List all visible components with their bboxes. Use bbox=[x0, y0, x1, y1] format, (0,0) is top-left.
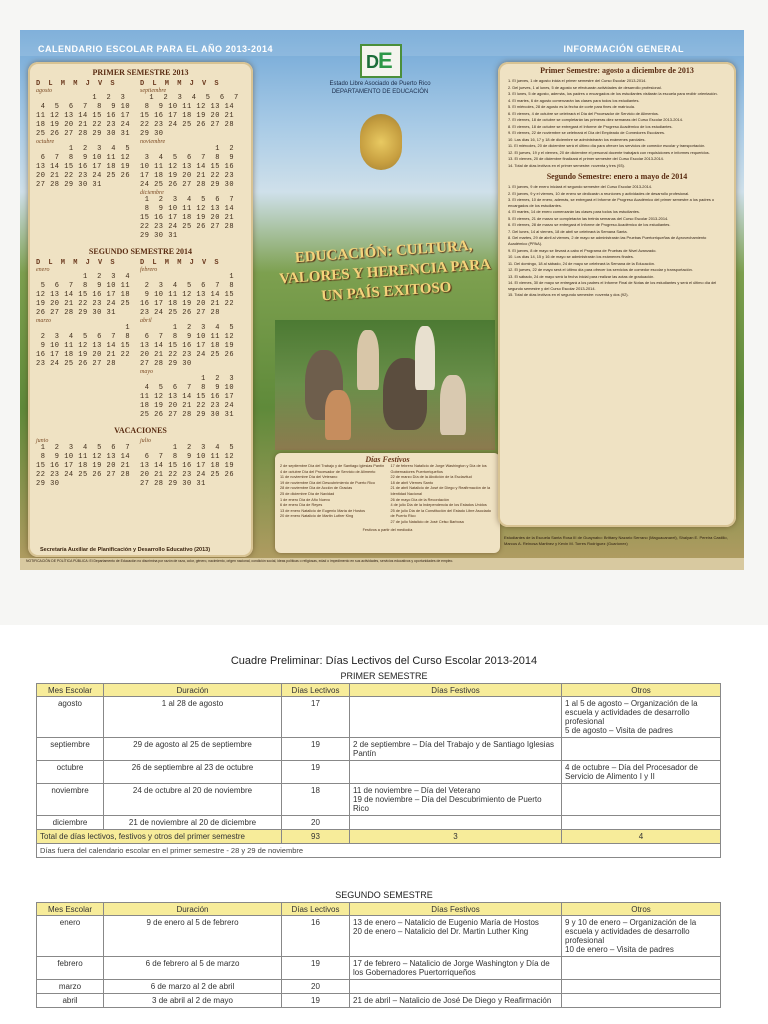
table-row bbox=[37, 980, 721, 994]
info-item: 11. Del domingo, 18 al sábado, 24 de mayo se celebrará la Semana de la Educación. bbox=[508, 260, 656, 266]
holidays-cell bbox=[350, 816, 562, 830]
info-item: 6. El viernes, 4 de octubre se celebrará el Día del Procesador de Servicio de Alimentos. bbox=[508, 110, 659, 116]
total-school-days: 93 bbox=[282, 830, 350, 844]
calendar-week-row: 1 2 3 4 bbox=[36, 273, 131, 281]
other-cell bbox=[562, 994, 721, 1008]
month-label: marzo bbox=[36, 318, 52, 324]
semester-note: Días fuera del calendario escolar en el primer semestre - 28 y 29 de noviembre bbox=[37, 844, 721, 858]
calendar-week-row: 22 23 24 25 26 27 28 bbox=[140, 223, 235, 231]
duration-cell: 21 de noviembre al 20 de diciembre bbox=[104, 816, 282, 830]
total-holidays: 3 bbox=[350, 830, 562, 844]
holiday-item: 4 de julio Día de la Independencia de los Estados Unidos bbox=[390, 503, 487, 508]
second-semester-title: SEGUNDO SEMESTRE 2014 bbox=[88, 247, 193, 256]
info-item: 5. El viernes, 21 de marzo se completarán las treinta semanas del Curso Escolar 2013-2014. bbox=[508, 215, 669, 221]
first-semester-title: PRIMER SEMESTRE 2013 bbox=[92, 68, 189, 77]
calendar-week-row: 9 10 11 12 13 14 15 bbox=[36, 342, 131, 350]
holiday-item: 22 de marzo Día de la Abolición de la Esclavitud bbox=[390, 475, 472, 480]
mini-calendar-left bbox=[36, 259, 132, 420]
month-label: abril bbox=[140, 318, 152, 324]
table-header-row bbox=[37, 684, 721, 697]
holiday-item: 25 de diciembre Día de Navidad bbox=[280, 491, 335, 496]
calendar-week-row: 27 28 29 30 31 bbox=[140, 480, 206, 488]
mini-calendar-right bbox=[140, 259, 236, 420]
calendar-week-row: 15 16 17 18 19 20 21 bbox=[140, 112, 235, 120]
duration-cell: 3 de abril al 2 de mayo bbox=[104, 994, 282, 1008]
info-item: 8. El viernes, 18 de octubre se entregará el Informe de Progreso Académico de los estudiantes. bbox=[508, 123, 673, 129]
school-days-cell: 19 bbox=[282, 994, 350, 1008]
calendar-week-row: 18 19 20 21 22 23 24 bbox=[36, 121, 131, 129]
mini-calendar-left bbox=[36, 438, 132, 489]
weekday-header: D L M M J V S bbox=[140, 259, 221, 267]
holidays-cell: 11 de noviembre – Día del Veterano 19 de noviembre – Día del Descubrimiento de Puerto Rico bbox=[350, 784, 562, 816]
holidays-cell: 17 de febrero – Natalicio de Jorge Washington y Día de los Gobernadores Puertorriqueños bbox=[350, 957, 562, 980]
duration-cell: 29 de agosto al 25 de septiembre bbox=[104, 738, 282, 761]
duration-cell: 6 de febrero al 5 de marzo bbox=[104, 957, 282, 980]
month-cell: noviembre bbox=[37, 784, 104, 816]
calendar-week-row: 27 28 29 30 31 bbox=[36, 181, 102, 189]
calendar-week-row: 16 17 18 19 20 21 22 bbox=[140, 300, 235, 308]
calendar-week-row: 29 30 31 bbox=[140, 232, 178, 240]
school-days-cell: 17 bbox=[282, 697, 350, 738]
vacations-title: VACACIONES bbox=[114, 426, 167, 435]
holidays-cell bbox=[350, 697, 562, 738]
calendar-week-row: 2 3 4 5 6 7 8 bbox=[140, 282, 235, 290]
poster-slogan: EDUCACIÓN: CULTURA, VALORES Y HERENCIA PARA UN PAÍS EXITOSO bbox=[278, 237, 492, 305]
table-row bbox=[37, 738, 721, 761]
holiday-item: 26 de mayo Día de la Recordación bbox=[390, 497, 449, 502]
calendar-week-row: 23 24 25 26 27 28 bbox=[140, 309, 220, 317]
column-header: Días Lectivos bbox=[282, 684, 350, 697]
calendar-week-row: 23 24 25 26 27 28 bbox=[36, 360, 116, 368]
second-semester-table bbox=[36, 902, 721, 1008]
holiday-item: 20 de enero Natalicio de Martin Luther King bbox=[280, 514, 354, 519]
calendar-week-row: 13 14 15 16 17 18 19 bbox=[140, 462, 235, 470]
calendar-week-row: 2 3 4 5 6 7 8 bbox=[36, 333, 131, 341]
first-semester-info-title: Primer Semestre: agosto a diciembre de 2013 bbox=[540, 66, 694, 75]
calendar-week-row: 11 12 13 14 15 16 17 bbox=[36, 112, 131, 120]
education-department-logo: D E bbox=[360, 44, 402, 78]
month-label: diciembre bbox=[140, 190, 164, 196]
calendar-week-row: 11 12 13 14 15 16 17 bbox=[140, 393, 235, 401]
note-row bbox=[37, 844, 721, 858]
info-item: 2. El jueves, 9 y el viernes, 10 de enero se dedicarán a reuniones y actividades de desarrollo profesional. bbox=[508, 190, 690, 196]
calendar-week-row: 25 26 27 28 29 30 31 bbox=[36, 130, 131, 138]
holiday-item: 13 de enero Natalicio de Eugenio María de Hostos bbox=[280, 508, 366, 513]
calendar-week-row: 22 23 24 25 26 27 28 bbox=[140, 121, 235, 129]
table-row bbox=[37, 697, 721, 738]
weekday-header: D L M M J V S bbox=[140, 80, 221, 88]
calendar-week-row: 12 13 14 15 16 17 18 bbox=[36, 291, 131, 299]
total-label: Total de días lectivos, festivos y otros del primer semestre bbox=[37, 830, 282, 844]
table-row bbox=[37, 994, 721, 1008]
info-item: 10. Los días 14, 15 y 16 de mayo se administrarán los exámenes finales. bbox=[508, 254, 634, 260]
column-header: Otros bbox=[562, 684, 721, 697]
holiday-item: 19 de noviembre Día del Descubrimiento de Puerto Rico bbox=[280, 480, 375, 485]
calendar-week-row: 1 2 3 4 5 6 7 bbox=[36, 444, 131, 452]
info-item: 15. Total de días lectivos en el segundo semestre: noventa y dos (92). bbox=[508, 292, 629, 298]
calendar-week-row: 1 2 bbox=[140, 145, 235, 153]
student-figure bbox=[357, 330, 379, 390]
calendar-week-row: 8 9 10 11 12 13 14 bbox=[140, 205, 235, 213]
calendar-week-row: 6 7 8 9 10 11 12 bbox=[140, 333, 235, 341]
first-semester-info-list bbox=[498, 78, 736, 168]
calendar-week-row: 1 2 3 4 5 bbox=[140, 444, 235, 452]
info-item: 7. El viernes, 18 de octubre se completarán las primeras diez semanas del Curso Escolar 2013-2014. bbox=[508, 117, 683, 122]
calendar-week-row: 9 10 11 12 13 14 15 bbox=[140, 291, 235, 299]
students-photo bbox=[275, 320, 495, 450]
holidays-cell: 2 de septiembre – Día del Trabajo y de Santiago Iglesias Pantín bbox=[350, 738, 562, 761]
info-item: 13. El viernes, 20 de diciembre finalizará el primer semestre del Curso Escolar 2013-2014. bbox=[508, 156, 664, 161]
student-credits: Estudiantes de la Escuela Santa Rosa III de Guaynabo: Brittany Nazario Serrano (Maguacanarel), Shalyan E. Pereira Castillo, Marcus A. Reinosa Martinez y Kevin M. Torres Rodríguez (Guarionex) bbox=[504, 535, 728, 546]
month-label: mayo bbox=[140, 369, 153, 375]
table-header-row bbox=[37, 903, 721, 916]
info-item: 4. El martes, 6 de agosto comenzarán las clases para todos los estudiantes. bbox=[508, 97, 640, 103]
info-item: 10. Las días 16, 17 y 18 de diciembre se administrarán los exámenes parciales. bbox=[508, 136, 646, 142]
calendar-week-row: 25 26 27 28 29 30 31 bbox=[140, 411, 235, 419]
column-header: Mes Escolar bbox=[37, 903, 104, 916]
weekday-header: D L M M J V S bbox=[36, 259, 117, 267]
month-grid-group bbox=[36, 88, 132, 190]
public-policy-notice: NOTIFICACIÓN DE POLÍTICA PÚBLICA: El Departamento de Educación no discrimina por razón de raza, color, género, nacimiento, origen nacional, condición social, ideas políticas o religiosas, edad o impedimento en sus actividades, servicios educativos y oportunidades de empleo. bbox=[20, 558, 744, 570]
calendar-week-row: 1 2 3 4 5 bbox=[36, 145, 131, 153]
school-days-cell: 19 bbox=[282, 761, 350, 784]
first-semester-table bbox=[36, 683, 721, 858]
other-cell bbox=[562, 738, 721, 761]
info-item: 11. El miércoles, 20 de diciembre será el último día para ofrecer los servicios de comedor escolar y transportación. bbox=[508, 143, 706, 148]
info-item: 1. El jueves, 1 de agosto inicia el primer semestre del Curso Escolar 2013-2014. bbox=[508, 78, 647, 83]
holiday-item: 2 de septiembre Día del Trabajo y de Santiago Iglesias Pantín bbox=[280, 464, 385, 468]
info-item: 3. El lunes, 5 de agosto, además, los padres o encargados de los estudiantes visitarán la escuela para recibir orientación. bbox=[508, 91, 718, 96]
info-item: 14. Total de días lectivos en el primer semestre: noventa y tres (93). bbox=[508, 162, 625, 168]
preliminary-schedule-document bbox=[0, 625, 768, 1024]
month-cell: marzo bbox=[37, 980, 104, 994]
column-header: Duración bbox=[104, 903, 282, 916]
month-label: junio bbox=[36, 438, 49, 444]
student-figure bbox=[325, 390, 351, 440]
department-name: Estado Libre Asociado de Puerto Rico DEPARTAMENTO DE EDUCACIÓN bbox=[329, 81, 431, 95]
holiday-item: 28 de noviembre Día de Acción de Gracias bbox=[280, 486, 353, 491]
calendar-week-row: 26 27 28 29 30 31 bbox=[36, 309, 116, 317]
holiday-item: 1 de enero Día de Año Nuevo bbox=[280, 497, 331, 502]
general-info-panel bbox=[498, 62, 736, 527]
school-days-cell: 19 bbox=[282, 738, 350, 761]
first-semester-heading: PRIMER SEMESTRE bbox=[340, 671, 428, 681]
info-item: 6. El viernes, 28 de marzo se entregará el Informe de Progreso Académico de los estudiantes. bbox=[508, 222, 671, 228]
table-row bbox=[37, 816, 721, 830]
calendar-week-row: 1 2 3 4 5 6 7 bbox=[140, 94, 239, 102]
info-title: INFORMACIÓN GENERAL bbox=[563, 44, 684, 54]
holiday-item: 6 de enero Día de Reyes bbox=[280, 503, 323, 508]
calendar-week-row: 19 20 21 22 23 24 25 bbox=[36, 300, 131, 308]
table-row bbox=[37, 916, 721, 957]
calendar-week-row: 15 16 17 18 19 20 21 bbox=[140, 214, 235, 222]
month-label: septiembre bbox=[140, 88, 167, 94]
other-cell bbox=[562, 957, 721, 980]
info-item: 4. El martes, 14 de enero comenzarán las clases para todos los estudiantes. bbox=[508, 209, 640, 215]
holidays-cell: 21 de abril – Natalicio de José De Diego y Reafirmación bbox=[350, 994, 562, 1008]
calendar-week-row: 13 14 15 16 17 18 19 bbox=[36, 163, 131, 171]
info-item: 13. El sábado, 24 de mayo será la fecha inicial para realizar las actas de graduación. bbox=[508, 273, 655, 279]
calendar-panel bbox=[28, 62, 253, 557]
calendar-week-row: 1 bbox=[140, 273, 235, 281]
calendar-week-row: 4 5 6 7 8 9 10 bbox=[36, 103, 131, 111]
calendar-week-row: 1 2 3 4 5 bbox=[140, 324, 235, 332]
calendar-week-row: 15 16 17 18 19 20 21 bbox=[36, 462, 131, 470]
holidays-cell bbox=[350, 761, 562, 784]
calendar-week-row: 4 5 6 7 8 9 10 bbox=[140, 384, 235, 392]
calendar-week-row: 8 9 10 11 12 13 14 bbox=[36, 453, 131, 461]
other-cell bbox=[562, 816, 721, 830]
mini-calendar-right bbox=[140, 438, 236, 489]
month-cell: diciembre bbox=[37, 816, 104, 830]
other-cell bbox=[562, 980, 721, 994]
holiday-list bbox=[280, 464, 385, 526]
second-semester-info-title: Segundo Semestre: enero a mayo de 2014 bbox=[546, 172, 688, 182]
info-item: 12. El jueves, 22 de mayo será el último día para ofrecer los servicios de comedor escolar y transportación. bbox=[508, 267, 693, 273]
calendar-week-row: 8 9 10 11 12 13 14 bbox=[140, 103, 235, 111]
school-calendar-poster bbox=[20, 30, 744, 570]
holidays-cell: 13 de enero – Natalicio de Eugenio María de Hostos 20 de enero – Natalicio del Dr. Martin Luther King bbox=[350, 916, 562, 957]
total-row bbox=[37, 830, 721, 844]
calendar-week-row: 29 30 bbox=[140, 130, 164, 138]
month-grid-group bbox=[36, 267, 132, 369]
calendar-title: CALENDARIO ESCOLAR PARA EL AÑO 2013-2014 bbox=[38, 44, 274, 54]
column-header: Duración bbox=[104, 684, 282, 697]
holiday-item: 17 de febrero Natalicio de Jorge Washington y Día de los Gobernadores Puertorriqueños bbox=[390, 464, 487, 474]
other-cell: 1 al 5 de agosto – Organización de la escuela y actividades de desarrollo profesional 5 de agosto – Visita de padres bbox=[562, 697, 721, 738]
document-title: Cuadre Preliminar: Días Lectivos del Curso Escolar 2013-2014 bbox=[230, 655, 538, 667]
month-cell: febrero bbox=[37, 957, 104, 980]
month-grid-group bbox=[140, 267, 236, 420]
column-header: Días Festivos bbox=[350, 903, 562, 916]
calendar-week-row: 10 11 12 13 14 15 16 bbox=[140, 163, 235, 171]
student-figure bbox=[415, 326, 435, 390]
calendar-week-row: 20 21 22 23 24 25 26 bbox=[140, 351, 235, 359]
month-cell: septiembre bbox=[37, 738, 104, 761]
month-label: octubre bbox=[36, 139, 55, 145]
table-row bbox=[37, 784, 721, 816]
info-item: 3. El viernes, 10 de enero, además, se entregará el Informe de Progreso Académico del primer semestre a los padres o encargados de los estudiantes. bbox=[508, 197, 715, 208]
duration-cell: 1 al 28 de agosto bbox=[104, 697, 282, 738]
calendar-week-row: 5 6 7 8 9 10 11 bbox=[36, 282, 131, 290]
calendar-week-row: 1 2 3 bbox=[36, 94, 126, 102]
holiday-list bbox=[391, 464, 496, 526]
calendar-week-row: 17 18 19 20 21 22 23 bbox=[140, 172, 235, 180]
school-days-cell: 20 bbox=[282, 980, 350, 994]
month-label: julio bbox=[140, 438, 152, 444]
column-header: Días Lectivos bbox=[282, 903, 350, 916]
info-item: 5. El miércoles, 28 de agosto es la fecha de corte para fines de matrícula. bbox=[508, 104, 635, 109]
holiday-item: 27 de julio Natalicio de José Celso Barbosa bbox=[390, 519, 464, 524]
info-item: 8. Del martes, 29 de abril al viernes, 2 de mayo se administrarán las Pruebas Puertorriqueñas de Aprovechamiento Académico (PPAA). bbox=[508, 235, 707, 247]
holidays-panel bbox=[275, 453, 500, 553]
school-days-cell: 19 bbox=[282, 957, 350, 980]
other-cell: 9 y 10 de enero – Organización de la escuela y actividades de desarrollo profesional 10 de enero – Visita de padres bbox=[562, 916, 721, 957]
calendar-week-row: 3 4 5 6 7 8 9 bbox=[140, 154, 235, 162]
month-grid-group bbox=[140, 88, 239, 241]
table-row bbox=[37, 761, 721, 784]
calendar-week-row: 18 19 20 21 22 23 24 bbox=[140, 402, 235, 410]
column-header: Otros bbox=[562, 903, 721, 916]
other-cell bbox=[562, 784, 721, 816]
duration-cell: 6 de marzo al 2 de abril bbox=[104, 980, 282, 994]
month-label: febrero bbox=[140, 267, 158, 273]
calendar-week-row: 1 2 3 bbox=[140, 375, 235, 383]
sun-emblem-icon bbox=[360, 114, 402, 170]
mini-calendar-left bbox=[36, 80, 132, 241]
column-header: Días Festivos bbox=[350, 684, 562, 697]
duration-cell: 26 de septiembre al 23 de octubre bbox=[104, 761, 282, 784]
month-cell: abril bbox=[37, 994, 104, 1008]
month-cell: enero bbox=[37, 916, 104, 957]
school-days-cell: 16 bbox=[282, 916, 350, 957]
school-days-cell: 20 bbox=[282, 816, 350, 830]
info-item: 1. El jueves, 9 de enero iniciará el segundo semestre del Curso Escolar 2013-2014. bbox=[508, 184, 653, 190]
holiday-item: 18 de abril Viernes Santo bbox=[390, 480, 434, 485]
calendar-week-row: 29 30 bbox=[36, 480, 60, 488]
student-figure bbox=[440, 375, 466, 435]
calendar-week-row: 13 14 15 16 17 18 19 bbox=[140, 342, 235, 350]
month-cell: agosto bbox=[37, 697, 104, 738]
weekday-header: D L M M J V S bbox=[36, 80, 117, 88]
calendar-week-row: 6 7 8 9 10 11 12 bbox=[140, 453, 235, 461]
calendar-week-row: 20 21 22 23 24 25 26 bbox=[36, 172, 131, 180]
planning-office-credit: Secretaría Auxiliar de Planificación y Desarrollo Educativo (2013) bbox=[40, 547, 211, 553]
calendar-week-row: 24 25 26 27 28 29 30 bbox=[140, 181, 235, 189]
duration-cell: 24 de octubre al 20 de noviembre bbox=[104, 784, 282, 816]
calendar-week-row: 1 2 3 4 5 6 7 bbox=[140, 196, 235, 204]
holiday-item: 25 de julio Día de la Constitución del Estado Libre Asociado de Puerto Rico bbox=[390, 508, 491, 519]
holiday-item: 11 de noviembre Día del Veterano bbox=[280, 475, 338, 480]
total-other: 4 bbox=[562, 830, 721, 844]
calendar-week-row: 20 21 22 23 24 25 26 bbox=[140, 471, 235, 479]
info-item: 14. El viernes, 30 de mayo se entregará a los padres el Informe Final de Notas de los estudiantes y será el último día del segundo semestre y del Curso Escolar 2013-2014. bbox=[508, 280, 717, 291]
second-semester-heading: SEGUNDO SEMESTRE bbox=[335, 890, 433, 900]
holiday-item: 21 de abril Natalicio de José de Diego y Reafirmación de la Identidad Nacional bbox=[390, 486, 491, 496]
column-header: Mes Escolar bbox=[37, 684, 104, 697]
duration-cell: 9 de enero al 5 de febrero bbox=[104, 916, 282, 957]
calendar-week-row: 6 7 8 9 10 11 12 bbox=[36, 154, 131, 162]
other-cell: 4 de octubre – Día del Procesador de Servicio de Alimento I y II bbox=[562, 761, 721, 784]
holidays-title: Días Festivos bbox=[365, 455, 410, 464]
info-item: 12. El jueves, 19 y el viernes, 20 de diciembre el personal docente trabajará con requisiciones e informes requeridos. bbox=[508, 149, 710, 155]
school-days-cell: 18 bbox=[282, 784, 350, 816]
month-label: agosto bbox=[36, 88, 53, 94]
month-cell: octubre bbox=[37, 761, 104, 784]
holidays-cell bbox=[350, 980, 562, 994]
calendar-week-row: 22 23 24 25 26 27 28 bbox=[36, 471, 131, 479]
holidays-note: Festivos a partir del mediodía bbox=[362, 527, 413, 532]
info-item: 2. Del jueves, 1 al lunes, 5 de agosto se efectuarán actividades de desarrollo profesional. bbox=[508, 84, 662, 90]
info-item: 9. El jueves, 8 de mayo se llevará a cabo el Programa de Pruebas de Nivel Avanzado. bbox=[508, 247, 657, 253]
month-label: noviembre bbox=[140, 139, 166, 145]
info-item: 7. Del lunes, 14 al viernes, 18 de abril se celebrará la Semana Santa. bbox=[508, 228, 628, 234]
calendar-week-row: 1 bbox=[36, 324, 131, 332]
calendar-week-row: 16 17 18 19 20 21 22 bbox=[36, 351, 131, 359]
mini-calendar-right bbox=[140, 80, 239, 241]
second-semester-info-list bbox=[498, 184, 736, 298]
info-item: 9. El viernes, 22 de noviembre se celebrará el Día del Empleado de Comedores Escolares. bbox=[508, 130, 666, 135]
month-label: enero bbox=[36, 267, 50, 273]
table-row bbox=[37, 957, 721, 980]
holiday-item: 4 de octubre Día del Procesador de Servicio de Alimento bbox=[280, 469, 376, 474]
calendar-week-row: 27 28 29 30 bbox=[140, 360, 192, 368]
